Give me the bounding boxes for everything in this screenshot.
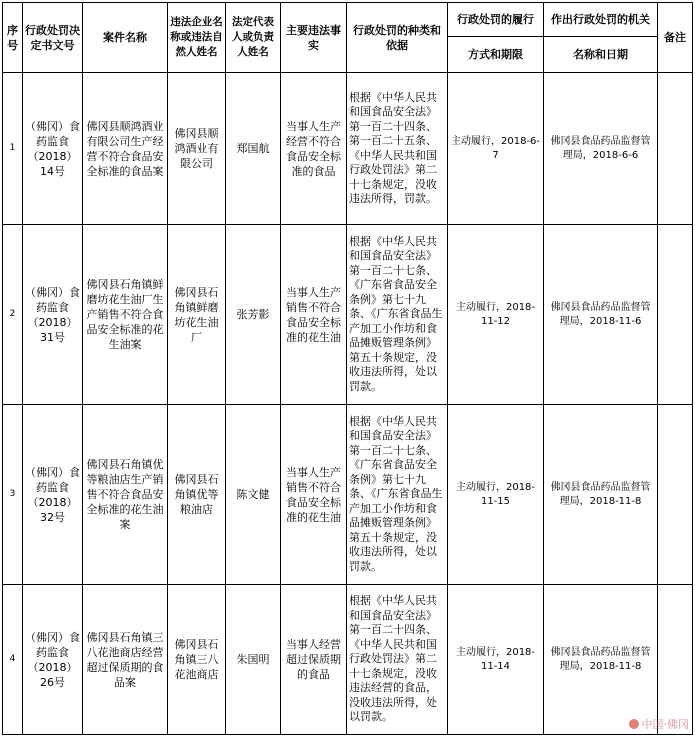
cell-authority: 佛冈县食品药品监督管理局，2018-11-8 xyxy=(544,405,658,585)
cell-legal-rep: 陈文健 xyxy=(226,405,281,585)
cell-basis: 根据《中华人民共和国食品安全法》第一百二十七条、《广东省食品安全条例》第七十九条、《广东省食品生产加工小作坊和食品摊贩管理条例》第五十条规定，没收违法所得，处以罚款。 xyxy=(347,405,448,585)
cell-authority: 佛冈县食品药品监督管理局，2018-11-6 xyxy=(544,225,658,405)
cell-authority: 佛冈县食品药品监督管理局，2018-11-8 xyxy=(544,585,658,735)
table-row xyxy=(3,585,693,735)
cell-performance: 主动履行，2018-11-12 xyxy=(448,225,544,405)
cell-seq: 3 xyxy=(3,405,23,585)
table-row xyxy=(3,225,693,405)
watermark-text: 中国·佛冈 xyxy=(641,718,689,731)
watermark xyxy=(629,716,690,732)
cell-seq: 2 xyxy=(3,225,23,405)
cell-performance: 主动履行，2018-6-7 xyxy=(448,73,544,225)
header-case-name: 案件名称 xyxy=(83,3,168,73)
cell-party: 佛冈县石角镇鲜磨坊花生油厂 xyxy=(168,225,226,405)
cell-party: 佛冈县石角镇优等粮油店 xyxy=(168,405,226,585)
cell-facts: 当事人生产销售不符合食品安全标准的花生油 xyxy=(281,225,347,405)
cell-legal-rep: 朱国明 xyxy=(226,585,281,735)
cell-doc-no: （佛冈）食药监食（2018）26号 xyxy=(23,585,83,735)
cell-case-name: 佛冈县石角镇三八花池商店经营超过保质期的食品案 xyxy=(83,585,168,735)
cell-doc-no: （佛冈）食药监食（2018）14号 xyxy=(23,73,83,225)
logo-icon xyxy=(629,719,639,729)
cell-legal-rep: 郑国航 xyxy=(226,73,281,225)
cell-seq: 1 xyxy=(3,73,23,225)
cell-party: 佛冈县顺鸿酒业有限公司 xyxy=(168,73,226,225)
cell-seq: 4 xyxy=(3,585,23,735)
cell-basis: 根据《中华人民共和国食品安全法》第一百二十七条、《广东省食品安全条例》第七十九条、《广东省食品生产加工小作坊和食品摊贩管理条例》第五十条规定，没收违法所得，处以罚款。 xyxy=(347,225,448,405)
cell-remark xyxy=(658,225,693,405)
table-row xyxy=(3,405,693,585)
cell-performance: 主动履行，2018-11-15 xyxy=(448,405,544,585)
header-party: 违法企业名称或违法自然人姓名 xyxy=(168,3,226,73)
cell-remark xyxy=(658,405,693,585)
header-performance-sub: 方式和期限 xyxy=(448,37,544,73)
header-doc-no: 行政处罚决定书文号 xyxy=(23,3,83,73)
header-seq: 序号 xyxy=(3,3,23,73)
header-basis: 行政处罚的种类和依据 xyxy=(347,3,448,73)
cell-doc-no: （佛冈）食药监食（2018）31号 xyxy=(23,225,83,405)
cell-basis: 根据《中华人民共和国食品安全法》第一百二十四条、第一百二十五条、《中华人民共和国行政处罚法》第二十七条规定，没收违法所得，罚款。 xyxy=(347,73,448,225)
cell-facts: 当事人经营超过保质期的食品 xyxy=(281,585,347,735)
cell-authority: 佛冈县食品药品监督管理局，2018-6-6 xyxy=(544,73,658,225)
penalty-table xyxy=(2,2,693,735)
header-facts: 主要违法事实 xyxy=(281,3,347,73)
header-remark: 备注 xyxy=(658,3,693,73)
table-row xyxy=(3,73,693,225)
header-authority-sub: 名称和日期 xyxy=(544,37,658,73)
cell-legal-rep: 张芳影 xyxy=(226,225,281,405)
cell-case-name: 佛冈县石角镇鲜磨坊花生油厂生产销售不符合食品安全标准的花生油案 xyxy=(83,225,168,405)
cell-facts: 当事人生产销售不符合食品安全标准的花生油 xyxy=(281,405,347,585)
cell-party: 佛冈县石角镇三八花池商店 xyxy=(168,585,226,735)
header-authority: 作出行政处罚的机关 xyxy=(544,3,658,37)
cell-case-name: 佛冈县石角镇优等粮油店生产销售不符合食品安全标准的花生油案 xyxy=(83,405,168,585)
cell-remark xyxy=(658,73,693,225)
cell-performance: 主动履行，2018-11-14 xyxy=(448,585,544,735)
cell-case-name: 佛冈县顺鸿酒业有限公司生产经营不符合食品安全标准的食品案 xyxy=(83,73,168,225)
cell-remark xyxy=(658,585,693,735)
cell-facts: 当事人生产经营不符合食品安全标准的食品 xyxy=(281,73,347,225)
header-legal-rep: 法定代表人或负责人姓名 xyxy=(226,3,281,73)
cell-doc-no: （佛冈）食药监食（2018）32号 xyxy=(23,405,83,585)
cell-basis: 根据《中华人民共和国食品安全法》第一百二十四条、《中华人民共和国行政处罚法》第二十七条规定，没收违法经营的食品，没收违法所得，处以罚款。 xyxy=(347,585,448,735)
header-performance: 行政处罚的履行 xyxy=(448,3,544,37)
